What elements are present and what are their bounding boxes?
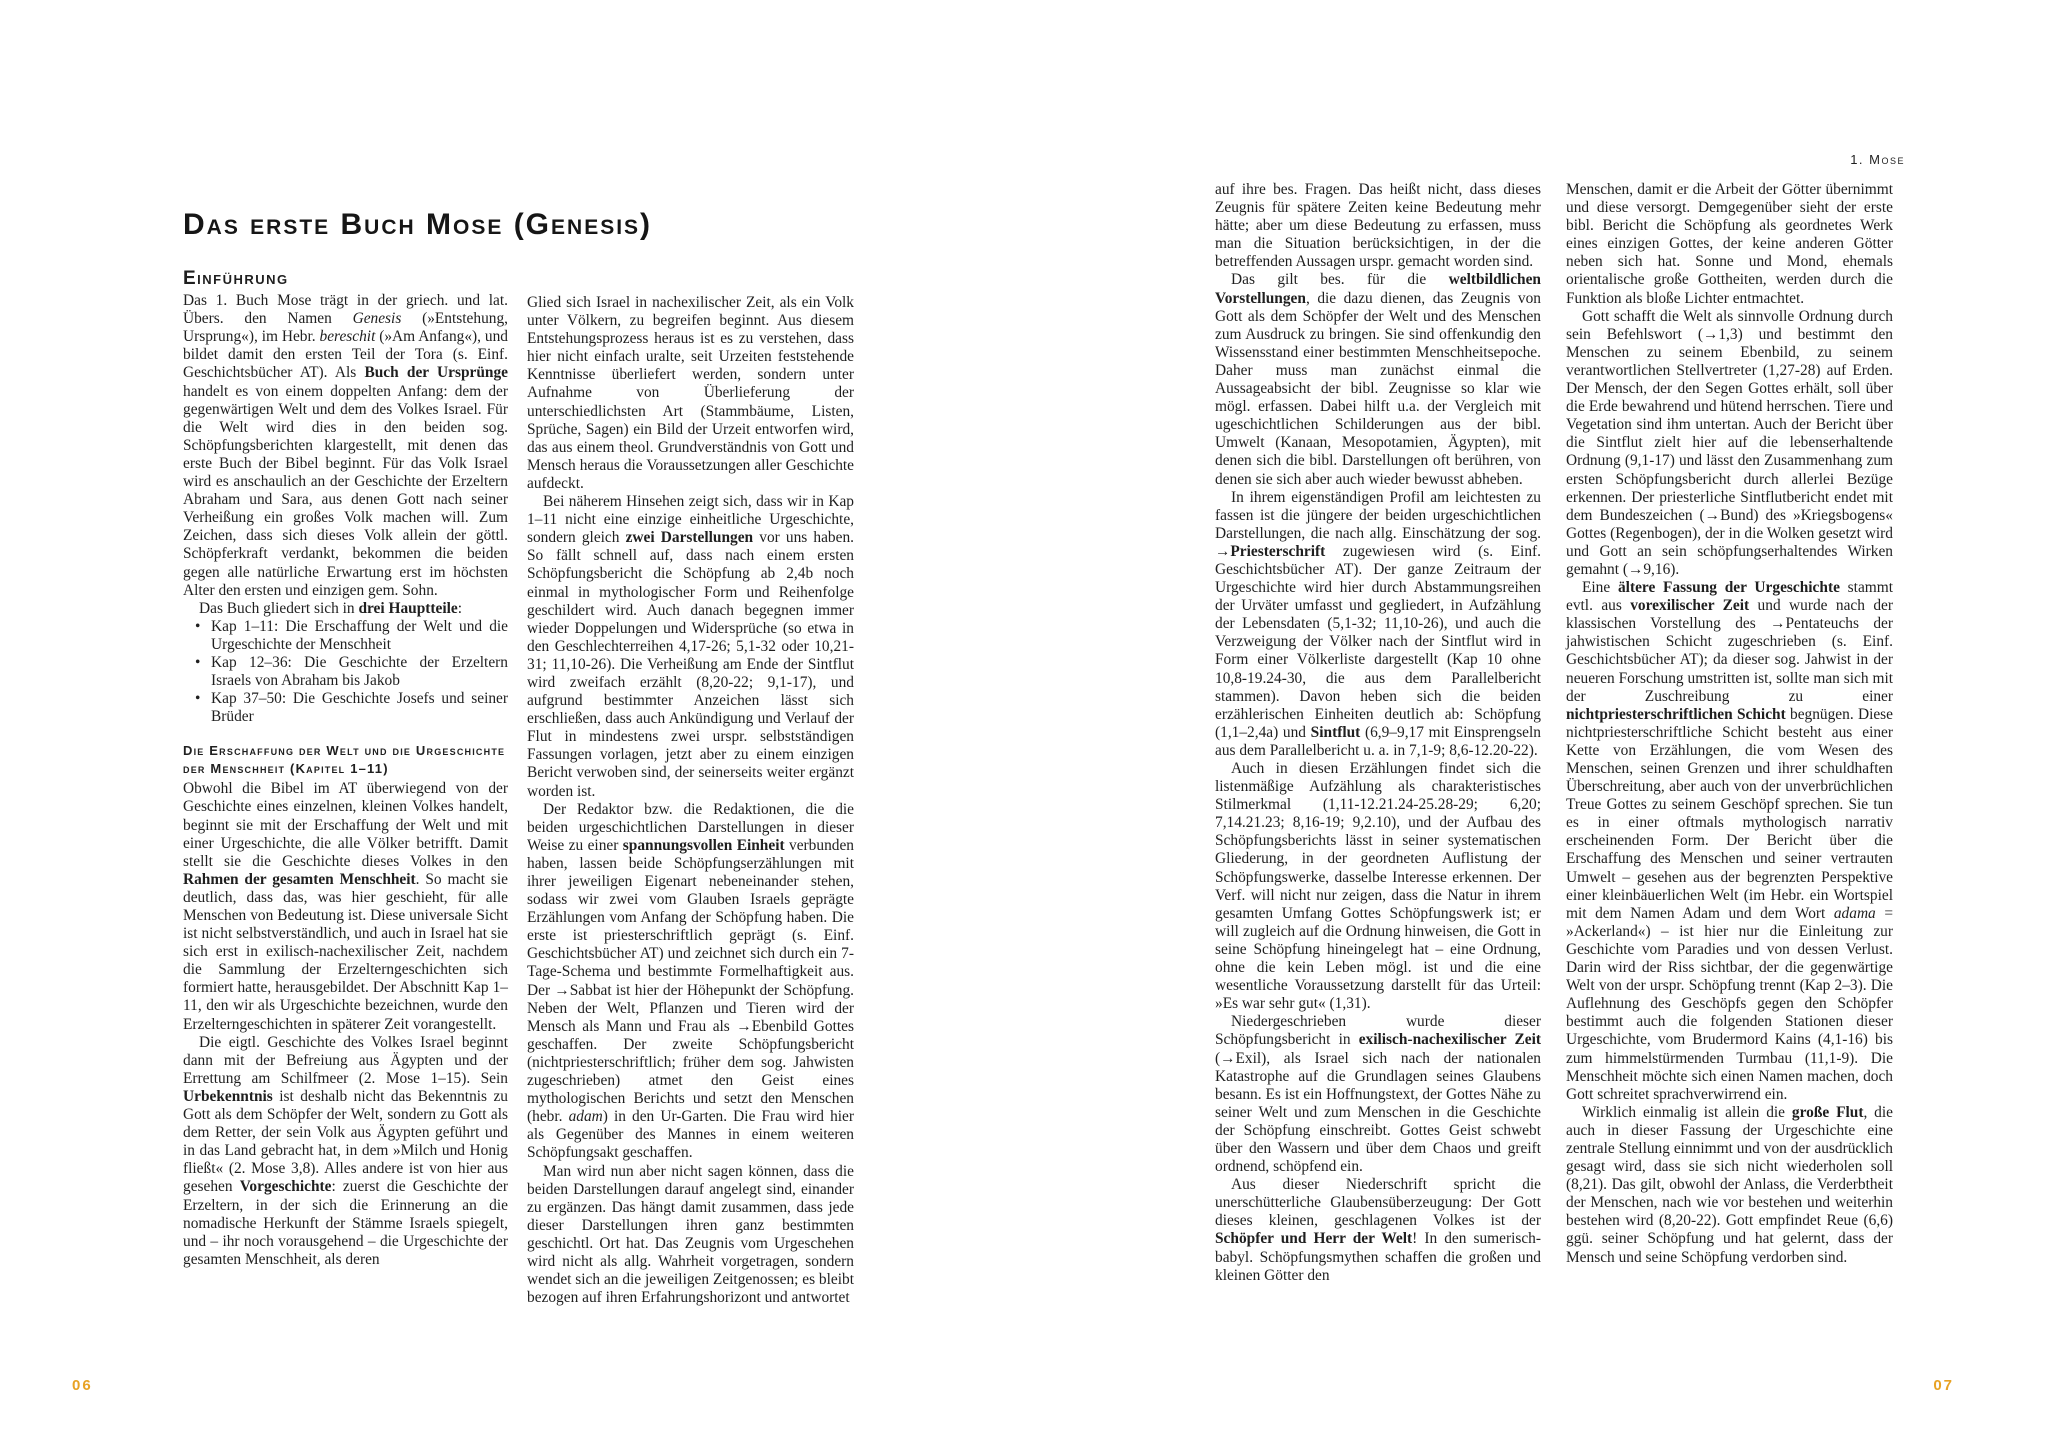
page-number-left: 06 bbox=[72, 1377, 93, 1394]
bold-term: vorexilischer Zeit bbox=[1630, 597, 1750, 615]
paragraph: In ihrem eigenständigen Profil am leichtesten zu fassen ist die jüngere der beiden urgeschichtlichen Darstellungen, die nach allg. Einschätzung der sog. →Priesterschrift zugewiesen wird (s. Einf. Geschichtsbücher AT). Der ganze Zeitraum der Urgeschichte wird hier durch Abstammungsreihen der Urväter umfasst und gegliedert, in Aufzählung der Lebensdaten (5,1-32; 11,10-26), und auch die Verzweigung der Völker nach der Sintflut wird in Form einer Völkerliste dargestellt (Kap 10 ohne 10,8-19.24-30, die aus dem Parallelbericht stammen). Davon heben sich die beiden erzählerischen Einheiten deutlich ab: Schöpfung (1,1–2,4a) und Sintflut (6,9–9,17 mit Einsprengseln aus dem Parallelbericht u. a. in 7,1-9; 8,6-12.20-22). bbox=[1215, 488, 1541, 759]
column-2 bbox=[527, 294, 854, 1307]
paragraph: Niedergeschrieben wurde dieser Schöpfungsbericht in exilisch-nachexilischer Zeit (→Exil), als Israel sich nach der nationalen Katastrophe auf die Grundlagen seines Glaubens besann. Es ist ein Hoffnungstext, der Gottes Nähe zu seiner Welt und zum Menschen in die Geschichte der Schöpfung einschreibt. Gottes Geist schwebt über den Wassern und über dem Chaos und greift ordnend, schöpfend ein. bbox=[1215, 1013, 1541, 1176]
paragraph: Auch in diesen Erzählungen findet sich die listenmäßige Aufzählung als charakteristisches Stilmerkmal (1,11-12.21.24-25.28-29; 6,20; 7,14.21.23; 8,16-19; 9,2.10), und der Aufbau des Schöpfungsberichts lässt in seiner systematischen Gliederung, in der geordneten Auflistung der Schöpfungswerke, dasselbe Interesse erkennen. Der Verf. will nicht nur zeigen, dass die Natur in ihrem gesamten Umfang Gottes Schöpfungswerk ist; er will zugleich auf die Ordnung hinweisen, die Gott in seine Schöpfung hineingelegt hat – eine Ordnung, ohne die kein Leben mögl. ist und die eine wesentliche Voraussetzung darstellt für das Urteil: »Es war sehr gut« (1,31). bbox=[1215, 760, 1541, 1013]
bold-term: weltbildlichen Vorstellungen bbox=[1215, 271, 1541, 307]
bold-term: Vorgeschichte bbox=[239, 1178, 332, 1196]
bold-term: Rahmen der gesamten Menschheit bbox=[183, 870, 416, 888]
paragraph: Bei näherem Hinsehen zeigt sich, dass wir in Kap 1–11 nicht eine einzige einheitliche Urgeschichte, sondern gleich zwei Darstellungen vor uns haben. So fällt schnell auf, dass nach einem ersten Schöpfungsbericht die Schöpfung ab 2,4b noch einmal in mythologischer Form und Reihenfolge geschildert wird. Auch danach begegnen immer wieder Doppelungen und Widersprüche (so etwa in den Geschlechterreihen 4,17-26; 5,1-32 oder 10,21-31; 11,10-26). Die Verheißung am Ende der Sintflut wird zweifach erzählt (8,20-22; 9,1-17), und aufgrund bestimmter Anzeichen lässt sich erschließen, dass auch Ankündigung und Verlauf der Flut in mindestens zwei urspr. selbstständigen Fassungen vorlagen, jetzt aber zu einem einzigen Bericht verwoben sind, der seinerseits weiter ergänzt worden ist. bbox=[527, 493, 854, 800]
section-heading: Einführung bbox=[183, 268, 289, 289]
page-number-right: 07 bbox=[1933, 1377, 1954, 1394]
bold-term: Priesterschrift bbox=[1230, 542, 1326, 560]
book-title: Das erste Buch Mose (Genesis) bbox=[183, 208, 653, 241]
paragraph: Eine ältere Fassung der Urgeschichte stammt evtl. aus vorexilischer Zeit und wurde nach der klassischen Vorstellung des →Pentateuchs der jahwistischen Schicht zugeschrieben (s. Einf. Geschichtsbücher AT); da dieser sog. Jahwist in der neueren Forschung umstritten ist, sollte man sich mit der Zuschreibung zu einer nichtpriesterschriftlichen Schicht begnügen. Diese nichtpriesterschriftliche Schicht besteht aus einer Kette von Erzählungen, die vom Wesen des Menschen, seinen Grenzen und ihrer schuldhaften Überschreitung, aber auch von der unverbrüchlichen Treue Gottes zu seinem Geschöpf sprechen. Sie tun es in einer oftmals mythologisch narrativ erscheinenden Form. Der Bericht über die Erschaffung des Menschen und seiner vertrauten Umwelt – gesehen aus der begrenzten Perspektive einer kleinbäuerlichen Welt (im Hebr. ein Wortspiel mit dem Namen Adam und dem Wort adama = »Ackerland«) – ist hier nur die Einleitung zur Geschichte vom Paradies und von dessen Verlust. Darin wird der Riss sichtbar, der die gegenwärtige Welt von der urspr. Schöpfung trennt (Kap 2–3). Die Auflehnung des Geschöpfs gegen den Schöpfer bestimmt auch die folgenden Stationen dieser Urgeschichte, vom Brudermord Kains (4,1-16) bis zum himmelstürmenden Turmbau (11,1-9). Die Menschheit möchte sich einen Namen machen, doch Gott schreitet sprachverwirrend ein. bbox=[1566, 579, 1894, 1103]
running-head: 1. Mose bbox=[1850, 152, 1905, 167]
bold-term: drei Hauptteile bbox=[358, 599, 458, 617]
italic-term: bereschit bbox=[319, 328, 376, 346]
italic-term: adama bbox=[1833, 904, 1876, 922]
paragraph: Obwohl die Bibel im AT überwiegend von der Geschichte eines einzelnen, kleinen Volkes handelt, beginnt sie mit der Erschaffung der Welt und mit einer Urgeschichte, die alle Völker betrifft. Damit stellt sie die Geschichte dieses Volkes in den Rahmen der gesamten Menschheit. So macht sie deutlich, dass das, was hier geschieht, für alle Menschen von Bedeutung ist. Diese universale Sicht ist nicht selbstverständlich, und auch in Israel hat sie sich erst in exilisch-nachexilischer Zeit, nachdem die Sammlung der Erzelterngeschichten sich formiert hatte, herausgebildet. Der Abschnitt Kap 1–11, den wir als Urgeschichte bezeichnen, wurde den Erzelterngeschichten in späterer Zeit vorangestellt. bbox=[183, 780, 508, 1033]
bold-term: Buch der Ursprünge bbox=[364, 364, 508, 382]
list-item: • Kap 37–50: Die Geschichte Josefs und seiner Brüder bbox=[211, 690, 508, 726]
bold-term: große Flut bbox=[1791, 1103, 1864, 1121]
bold-term: Sintflut bbox=[1310, 723, 1361, 741]
paragraph: Glied sich Israel in nachexilischer Zeit, als ein Volk unter Völkern, zu begreifen beginnt. Aus diesem Entstehungsprozess heraus ist es zu verstehen, dass hier nicht einfach uralte, seit Urzeiten feststehende Kenntnisse überliefert werden, sondern unter Aufnahme von Überlieferung der unterschiedlichsten Art (Stammbäume, Listen, Sprüche, Sagen) ein Bild der Urzeit entworfen wird, das aus einem theol. Grundverständnis von Gott und Mensch heraus die Voraussetzungen aller Geschichte aufdeckt. bbox=[527, 294, 854, 492]
bold-term: Schöpfer und Herr der Welt bbox=[1215, 1230, 1413, 1248]
column-4 bbox=[1566, 181, 1893, 1267]
column-3 bbox=[1215, 181, 1541, 1285]
bold-term: Urbekenntnis bbox=[183, 1087, 273, 1105]
subsection-heading: Die Erschaffung der Welt und die Urgeschichte der Menschheit (Kapitel 1–11) bbox=[183, 743, 506, 777]
bold-term: zwei Darstellungen bbox=[625, 529, 754, 547]
paragraph: Das 1. Buch Mose trägt in der griech. und lat. Übers. den Namen Genesis (»Entstehung, Ursprung«), im Hebr. bereschit (»Am Anfang«), und bildet damit den ersten Teil der Tora (s. Einf. Geschichtsbücher AT). Als Buch der Ursprünge handelt es von einem doppelten Anfang: dem der gegenwärtigen Welt und dem des Volkes Israel. Für die Welt wird dies in den beiden sog. Schöpfungsberichten klargestellt, mit denen das erste Buch der Bibel beginnt. Für das Volk Israel wird es anschaulich an der Geschichte der Erzeltern Abraham und Sara, aus denen Gott nach seiner Verheißung ein großes Volk machen will. Zum Zeichen, dass sich dieses Volk allein der göttl. Schöpferkraft verdankt, bekommen die beiden gegen alle natürliche Erwartung erst im höchsten Alter den ersten und einzigen gem. Sohn. bbox=[183, 292, 508, 599]
bold-term: ältere Fassung der Urgeschichte bbox=[1617, 579, 1840, 597]
paragraph: auf ihre bes. Fragen. Das heißt nicht, dass dieses Zeugnis für spätere Zeiten keine Bedeutung mehr hätte; aber um diese Bedeutung zu erfassen, muss man die Situation berücksichtigen, in der die betreffenden Aussagen urspr. gemacht worden sind. bbox=[1215, 181, 1541, 271]
bullet-list bbox=[183, 618, 508, 727]
italic-term: adam bbox=[568, 1108, 603, 1126]
right-page bbox=[1025, 0, 2050, 1450]
paragraph: Aus dieser Niederschrift spricht die unerschütterliche Glaubensüberzeugung: Der Gott dieses kleinen, geschlagenen Volkes ist der Schöpfer und Herr der Welt! In den sumerisch-babyl. Schöpfungsmythen schaffen die großen und kleinen Götter den bbox=[1215, 1176, 1541, 1284]
bold-term: exilisch-nachexilischer Zeit bbox=[1358, 1031, 1541, 1049]
paragraph: Wirklich einmalig ist allein die große Flut, die auch in dieser Fassung der Urgeschichte eine zentrale Stellung einnimmt und von der ausdrücklich gesagt wird, dass sie sich nicht wiederholen soll (8,21). Das gilt, obwohl der Anlass, die Verderbtheit der Menschen, nach wie vor bestehen und weiterhin bestehen wird (8,20-22). Gott empfindet Reue (6,6) ggü. seiner Schöpfung und hat gelernt, dass der Mensch und seine Schöpfung verdorben sind. bbox=[1566, 1103, 1893, 1266]
paragraph: Man wird nun aber nicht sagen können, dass die beiden Darstellungen darauf angelegt sind, einander zu ergänzen. Das hängt damit zusammen, dass jede dieser Darstellungen ihren ganz bestimmten geschichtl. Ort hat. Das Zeugnis vom Urgeschehen wird nicht als allg. Wahrheit vorgetragen, sondern wendet sich an die jeweiligen Zeitgenossen; es bleibt bezogen auf ihren Erfahrungshorizont und antwortet bbox=[527, 1162, 854, 1307]
paragraph: Der Redaktor bzw. die Redaktionen, die die beiden urgeschichtlichen Darstellungen in dieser Weise zu einer spannungsvollen Einheit verbunden haben, lassen beide Schöpfungserzählungen mit ihrer jeweiligen Eigenart nebeneinander stehen, sodass wir zwei vom Glauben Israels geprägte Erzählungen vom Anfang der Schöpfung haben. Die erste ist priesterschriftlich geprägt (s. Einf. Geschichtsbücher AT) und zeichnet sich durch ein 7-Tage-Schema und bestimmte Formelhaftigkeit aus. Der →Sabbat ist hier der Höhepunkt der Schöpfung. Neben der Welt, Pflanzen und Tieren wird der Mensch als Mann und Frau als →Ebenbild Gottes geschaffen. Der zweite Schöpfungsbericht (nichtpriesterschriftlich; früher dem sog. Jahwisten zugeschrieben) atmet den Geist eines mythologischen Berichts und setzt den Menschen (hebr. adam) in den Ur-Garten. Die Frau wird hier als Gegenüber des Mannes in einem weiteren Schöpfungsakt geschaffen. bbox=[527, 800, 854, 1162]
italic-term: Genesis bbox=[352, 310, 402, 328]
bold-term: nichtpriesterschriftlichen Schicht bbox=[1566, 705, 1786, 723]
list-item: • Kap 1–11: Die Erschaffung der Welt und die Urgeschichte der Menschheit bbox=[211, 618, 508, 654]
paragraph: Menschen, damit er die Arbeit der Götter übernimmt und diese versorgt. Demgegenüber sieht der erste bibl. Bericht die Schöpfung als geordnetes Werk eines einzigen Gottes, der keine anderen Götter neben sich hat. Sonne und Mond, ehemals orientalische große Gottheiten, werden durch die Funktion als bloße Lichter entmachtet. bbox=[1566, 181, 1893, 307]
column-1 bbox=[183, 270, 508, 1269]
paragraph: Gott schafft die Welt als sinnvolle Ordnung durch sein Befehlswort (→1,3) und bestimmt den Menschen zu seinem Ebenbild, zu seinem verantwortlichen Stellvertreter (1,27-28) auf Erden. Der Mensch, der den Segen Gottes erhält, soll über die Erde bewahrend und hütend herrschen. Tiere und Vegetation sind ihm untertan. Auch der Bericht über die Sintflut zielt hier auf die lebenserhaltende Ordnung (9,1-17) und lässt den Zusammenhang zum ersten Schöpfungsbericht durch allerlei Bezüge erkennen. Der priesterliche Sintflutbericht endet mit dem Bundeszeichen (→Bund) des »Kriegsbogens« Gottes (Regenbogen), der in die Wolken gesetzt wird und Gott an sein schöpfungserhaltendes Wirken gemahnt (→9,16). bbox=[1566, 307, 1893, 578]
paragraph: Das gilt bes. für die weltbildlichen Vorstellungen, die dazu dienen, das Zeugnis von Gott als dem Schöpfer der Welt und des Menschen zum Ausdruck zu bringen. Sie sind offenkundig den Wissensstand einer bestimmten Menschheitsepoche. Daher muss man zunächst einmal die Aussageabsicht der bibl. Zeugnisse so klar wie mögl. erfassen. Dabei hilft u.a. der Vergleich mit ugeschichtlichen Schilderungen aus der bibl. Umwelt (Kanaan, Mesopotamien, Ägypten), mit denen sich die bibl. Darstellungen oft berühren, von denen sie sich aber auch wieder bewusst abheben. bbox=[1215, 271, 1541, 488]
bold-term: spannungsvollen Einheit bbox=[622, 836, 785, 854]
list-item: • Kap 12–36: Die Geschichte der Erzeltern Israels von Abraham bis Jakob bbox=[211, 654, 508, 690]
paragraph: Das Buch gliedert sich in drei Hauptteile: bbox=[199, 599, 463, 617]
paragraph: Die eigtl. Geschichte des Volkes Israel beginnt dann mit der Befreiung aus Ägypten und der Errettung am Schilfmeer (2. Mose 1–15). Sein Urbekenntnis ist deshalb nicht das Bekenntnis zu Gott als dem Schöpfer der Welt, sondern zu Gott als dem Retter, der sein Volk aus Ägypten geführt und in das Land gebracht hat, in dem »Milch und Honig fließt« (2. Mose 3,8). Alles andere ist von hier aus gesehen Vorgeschichte: zuerst die Geschichte der Erzeltern, in der sich die Erinnerung an die nomadische Herkunft der Stämme Israels spiegelt, und – ihr noch vorausgehend – die Urgeschichte der gesamten Menschheit, als deren bbox=[183, 1033, 508, 1268]
